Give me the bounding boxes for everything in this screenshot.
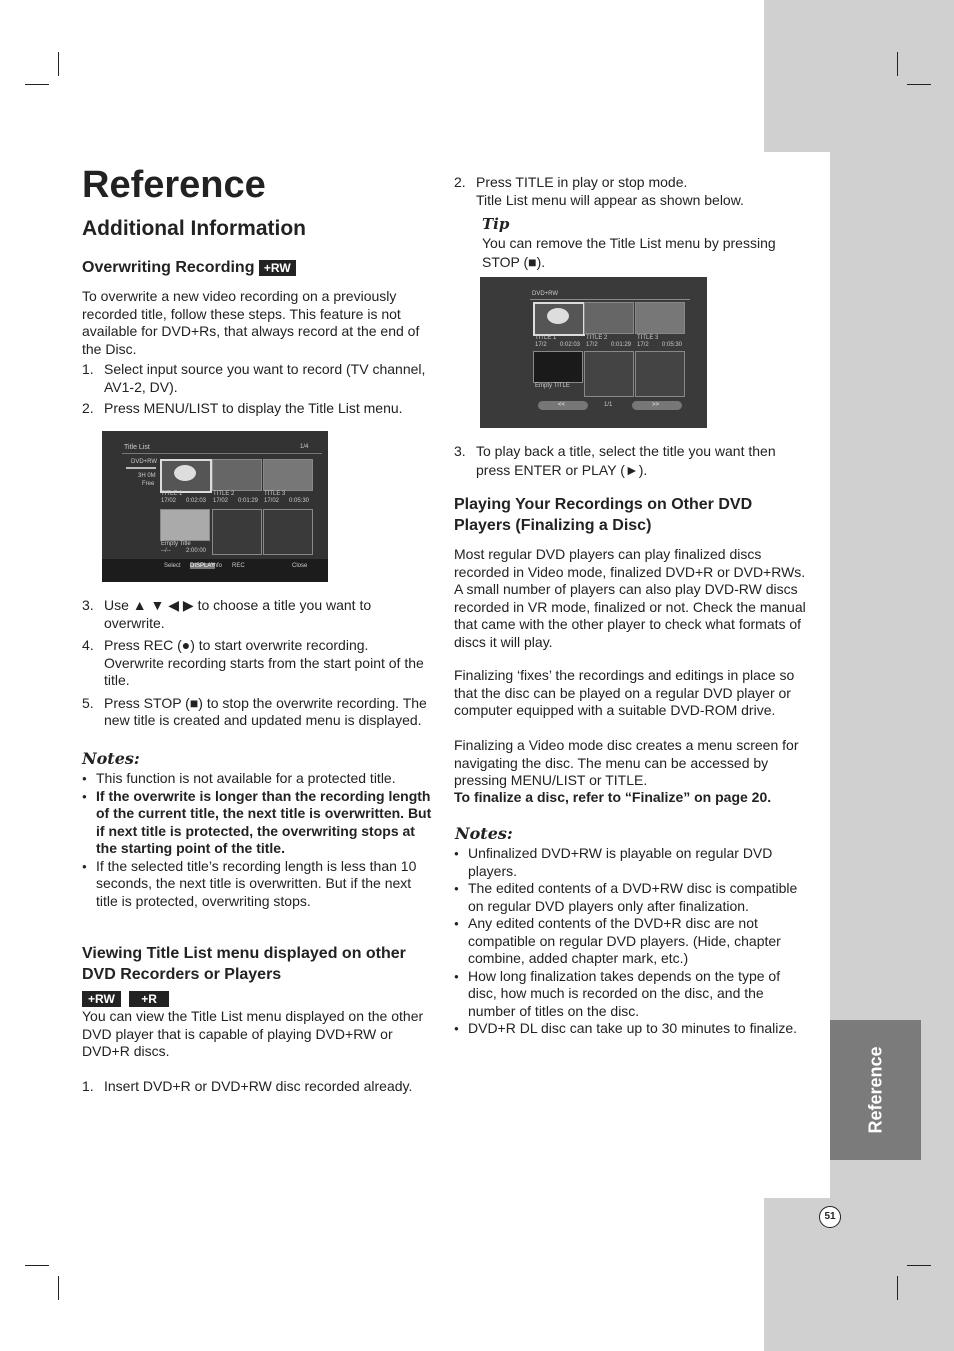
finalizing-para1: Most regular DVD players can play finalized discs recorded in Video mode, finalized DVD+R or DVD+RWs. A small number of players can also play DVD-RW discs recorded in VR mode, finalized or not. Check the manual that came with the other player to check what formats of discs it will play. [454, 546, 806, 650]
list-item: 4. Press REC (●) to start overwrite recording. Overwrite recording starts from the start point of the title. [82, 637, 424, 688]
r-badge: +R [129, 991, 169, 1007]
next-page-button[interactable] [632, 401, 682, 410]
footer-display: DISPLAY [190, 563, 215, 569]
crop-mark [907, 1265, 931, 1266]
page-number: 51 [819, 1206, 841, 1228]
page-subtitle: Additional Information [82, 217, 306, 240]
viewing-step-3 [454, 442, 799, 480]
tip-text: You can remove the Title List menu by pressing STOP (■). [482, 235, 776, 270]
overwriting-steps-a [82, 361, 427, 418]
title-list-screenshot [102, 431, 328, 582]
rw-badge: +RW [259, 260, 296, 276]
list-item: 5. Press STOP (■) to stop the overwrite recording. The new title is created and updated menu is displayed. [82, 694, 427, 728]
empty-title: Empty TITLE [535, 383, 570, 389]
finalizing-para2: Finalizing ‘fixes’ the recordings and editings in place so that the disc can be played on a regular DVD player or computer equipped with a suitable DVD-ROM drive. [454, 667, 795, 718]
title-date: 17/2 [637, 342, 649, 348]
overwriting-notes [82, 770, 432, 910]
list-item: ● The edited contents of a DVD+RW disc is compatible on regular DVD players only after finalization. [454, 880, 799, 915]
title-name: TITLE 2 [213, 491, 235, 497]
overwriting-steps-b [82, 597, 427, 730]
viewing-heading: Viewing Title List menu displayed on other DVD Recorders or Players [82, 945, 406, 983]
title-name: TITLE 3 [264, 491, 286, 497]
remain-time: 3H 0M [138, 473, 156, 479]
tip-heading: Tip [482, 215, 510, 233]
thumbnail-empty [635, 351, 685, 397]
title-time: 0:05:30 [662, 342, 683, 348]
thumbnail-empty [263, 509, 313, 555]
page-title: Reference [82, 164, 266, 206]
title-date: 17/02 [213, 498, 229, 504]
disc-type: DVD+RW [131, 459, 158, 465]
list-item: 3. Use ▲ ▼ ◀ ▶ to choose a title you want to overwrite. [82, 597, 372, 631]
title-time: 0:02:03 [560, 342, 581, 348]
title-date: 17/2 [586, 342, 598, 348]
title-menu-screenshot [480, 277, 707, 428]
title-date: 17/2 [535, 342, 547, 348]
empty-time: 2:00:00 [186, 548, 207, 554]
page-indicator: 1/1 [604, 402, 613, 408]
empty-date: --/-- [161, 548, 171, 554]
side-band [764, 1198, 954, 1351]
title-name: TITLE 3 [637, 335, 659, 341]
overwriting-intro: To overwrite a new video recording on a previously recorded title, follow these steps. This feature is not available for DVD+Rs, that always record at the end of the Disc. [82, 288, 420, 357]
finalizing-reference: To finalize a disc, refer to “Finalize” on page 20. [454, 789, 772, 805]
flower-image [547, 308, 569, 324]
thumbnail [635, 302, 685, 334]
list-item: 3. To play back a title, select the title you want then press ENTER or PLAY (►). [454, 443, 776, 478]
list-item: 2. Press MENU/LIST to display the Title List menu. [82, 400, 403, 416]
thumbnail [533, 302, 585, 336]
finalizing-heading: Playing Your Recordings on Other DVD Players (Finalizing a Disc) [454, 496, 753, 534]
list-item: ● If the overwrite is longer than the recording length of the current title, the next title is overwritten. But if next title is protected, the overwriting stops at the starting point of the title. [82, 788, 432, 858]
finalizing-para3: Finalizing a Video mode disc creates a menu screen for navigating the disc. The menu can be accessed by pressing MENU/LIST or TITLE. [454, 737, 799, 788]
crop-mark [897, 1276, 898, 1300]
crop-mark [25, 84, 49, 85]
thumbnail [584, 302, 634, 334]
title-date: 17/02 [264, 498, 280, 504]
divider [122, 453, 322, 454]
title-time: 0:01:29 [238, 498, 259, 504]
crop-mark [58, 1276, 59, 1300]
prev-page-button[interactable] [538, 401, 588, 410]
thumbnail [160, 459, 212, 493]
crop-mark [907, 84, 931, 85]
empty-title: Empty Title [161, 541, 191, 547]
list-item: ● If the selected title’s recording length is less than 10 seconds, the next title is overwritten. But if the next title is protected, overwriting stops. [82, 858, 432, 911]
title-time: 0:02:03 [186, 498, 207, 504]
disc-type: DVD+RW [532, 291, 559, 297]
title-date: 17/02 [161, 498, 177, 504]
screen-page: 1/4 [300, 444, 309, 450]
rw-badge: +RW [82, 991, 121, 1007]
list-item: ● This function is not available for a protected title. [82, 770, 432, 788]
section-tab: Reference [830, 1020, 921, 1160]
side-band [764, 0, 954, 152]
finalizing-notes [454, 845, 799, 1038]
thumbnail-empty [212, 509, 262, 555]
free-label: Free [142, 481, 155, 487]
thumbnail [212, 459, 262, 491]
list-item: 1. Insert DVD+R or DVD+RW disc recorded already. [82, 1078, 413, 1094]
title-name: TITLE 1 [161, 491, 183, 497]
thumbnail [160, 509, 210, 541]
list-item: ● Any edited contents of the DVD+R disc are not compatible on regular DVD players. (Hide, chapter combine, added chapter mark, etc.) [454, 915, 799, 968]
footer-close: Close [292, 563, 308, 569]
list-item: ● DVD+R DL disc can take up to 30 minutes to finalize. [454, 1020, 799, 1038]
crop-mark [25, 1265, 49, 1266]
prev-label: << [558, 402, 566, 408]
footer-info: Info [212, 563, 223, 569]
footer-rec: REC [232, 563, 245, 569]
viewing-step-1 [82, 1078, 432, 1096]
screen-header: Title List [124, 444, 150, 451]
footer-select: Select [164, 563, 181, 569]
crop-mark [58, 52, 59, 76]
capacity-bar [126, 467, 156, 469]
thumbnail-empty [584, 351, 634, 397]
title-time: 0:05:30 [289, 498, 310, 504]
title-name: TITLE 2 [586, 335, 608, 341]
thumbnail-black [533, 351, 583, 383]
title-time: 0:01:29 [611, 342, 632, 348]
notes-heading: Notes: [455, 824, 513, 843]
viewing-badges [82, 990, 169, 1008]
crop-mark [897, 52, 898, 76]
list-item: 2. Press TITLE in play or stop mode. Title List menu will appear as shown below. [454, 174, 744, 208]
thumbnail [263, 459, 313, 491]
screen-footer [102, 559, 328, 582]
next-label: >> [652, 402, 660, 408]
list-item: ● How long finalization takes depends on the type of disc, how much is recorded on the disc, and the number of titles on the disc. [454, 968, 799, 1021]
notes-heading: Notes: [82, 749, 140, 768]
divider [530, 299, 690, 300]
list-item: 1. Select input source you want to record (TV channel, AV1-2, DV). [82, 361, 426, 395]
viewing-step-2 [454, 174, 774, 209]
overwriting-heading: Overwriting Recording +RW [82, 257, 432, 278]
viewing-intro: You can view the Title List menu displayed on the other DVD player that is capable of playing DVD+RW or DVD+R discs. [82, 1008, 424, 1059]
list-item: ● Unfinalized DVD+RW is playable on regular DVD players. [454, 845, 799, 880]
flower-image [174, 465, 196, 481]
title-name: TITLE 1 [535, 335, 557, 341]
